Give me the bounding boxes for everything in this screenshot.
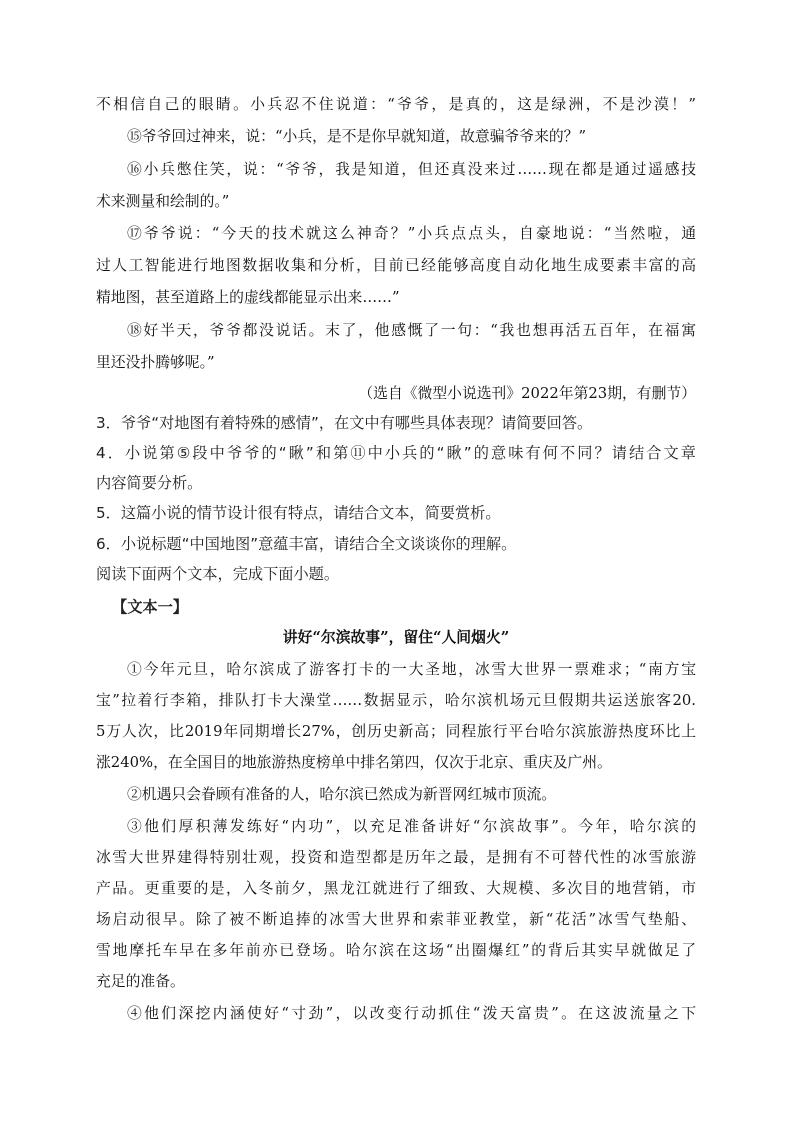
text-one-paragraph-3-line-1: ③他们厚积薄发练好“内功”，以充足准备讲好“尔滨故事”。今年，哈尔滨的: [127, 818, 696, 835]
text-one-label: 【文本一】: [112, 598, 188, 616]
text-one-paragraph-1-line-4: 涨240%，在全国目的地旅游热度榜单中排名第四，仅次于北京、重庆及广州。: [96, 754, 612, 771]
story-paragraph-17-line-3: 精地图，甚至道路上的虚线都能显示出来……”: [96, 289, 400, 306]
story-paragraph-15: ⑮爷爷回过神来，说：“小兵，是不是你早就知道，故意骗爷爷来的？”: [127, 128, 587, 145]
text-one-paragraph-1-line-1: ①今年元旦，哈尔滨成了游客打卡的一大圣地，冰雪大世界一票难求；“南方宝: [127, 661, 696, 678]
question-3: 3．爷爷“对地图有着特殊的感情”，在文中有哪些具体表现？请简要回答。: [96, 414, 593, 432]
story-paragraph-17-line-2: 过人工智能进行地图数据收集和分析，目前已经能够高度自动化地生成要素丰富的高: [96, 257, 696, 274]
story-paragraph-18-line-1: ⑱好半天，爷爷都没说话。末了，他感慨了一句：“我也想再活五百年，在福寓: [127, 322, 696, 339]
story-paragraph-18-line-2: 里还没扑腾够呢。”: [96, 354, 215, 371]
text-one-paragraph-4-line-1: ④他们深挖内涵使好“寸劲”，以改变行动抓住“泼天富贵”。在这波流量之下: [127, 1005, 696, 1022]
story-paragraph-14-tail: 不相信自己的眼睛。小兵忍不住说道：“爷爷，是真的，这是绿洲，不是沙漠！”: [96, 96, 696, 113]
question-4-line-2: 内容简要分析。: [96, 474, 203, 492]
text-one-paragraph-3-line-2: 冰雪大世界建得特别壮观，投资和造型都是历年之最，是拥有不可替代性的冰雪旅游: [96, 849, 696, 866]
reading-instruction: 阅读下面两个文本，完成下面小题。: [96, 565, 339, 583]
text-one-paragraph-1-line-2: 宝”拉着行李箱，排队打卡大澡堂……数据显示，哈尔滨机场元旦假期共运送旅客20.: [96, 692, 696, 709]
question-6: 6．小说标题“中国地图”意蕴丰富，请结合全文谈谈你的理解。: [96, 535, 517, 553]
story-source: （选自《微型小说选刊》2022年第23期，有删节）: [358, 385, 696, 402]
story-paragraph-16-line-1: ⑯小兵憋住笑，说：“爷爷，我是知道，但还真没来过……现在都是通过遥感技: [127, 161, 696, 178]
text-one-paragraph-3-line-4: 场启动很早。除了被不断追捧的冰雪大世界和索菲亚教堂，新“花活”冰雪气垫船、: [96, 911, 696, 928]
question-5: 5．这篇小说的情节设计很有特点，请结合文本，简要赏析。: [96, 504, 501, 522]
text-one-paragraph-3-line-5: 雪地摩托车早在多年前亦已登场。哈尔滨在这场“出圈爆红”的背后其实早就做足了: [96, 942, 696, 959]
question-4-line-1: 4．小说第⑤段中爷爷的“瞅”和第⑪中小兵的“瞅”的意味有何不同？请结合文章: [96, 444, 696, 462]
story-paragraph-17-line-1: ⑰爷爷说：“今天的技术就这么神奇？”小兵点点头，自豪地说：“当然啦，通: [127, 225, 696, 242]
text-one-paragraph-3-line-3: 产品。更重要的是，入冬前夕，黑龙江就进行了细致、大规模、多次目的地营销，市: [96, 880, 696, 897]
text-one-paragraph-1-line-3: 5万人次，比2019年同期增长27%，创历史新高；同程旅行平台哈尔滨旅游热度环比上: [96, 723, 696, 740]
text-one-paragraph-3-line-6: 充足的准备。: [96, 973, 185, 990]
story-paragraph-16-line-2: 术来测量和绘制的。”: [96, 193, 230, 210]
text-one-paragraph-2: ②机遇只会眷顾有准备的人，哈尔滨已然成为新晋网红城市顶流。: [127, 786, 557, 803]
text-one-title: 讲好“尔滨故事”，留住“人间烟火”: [282, 629, 510, 646]
